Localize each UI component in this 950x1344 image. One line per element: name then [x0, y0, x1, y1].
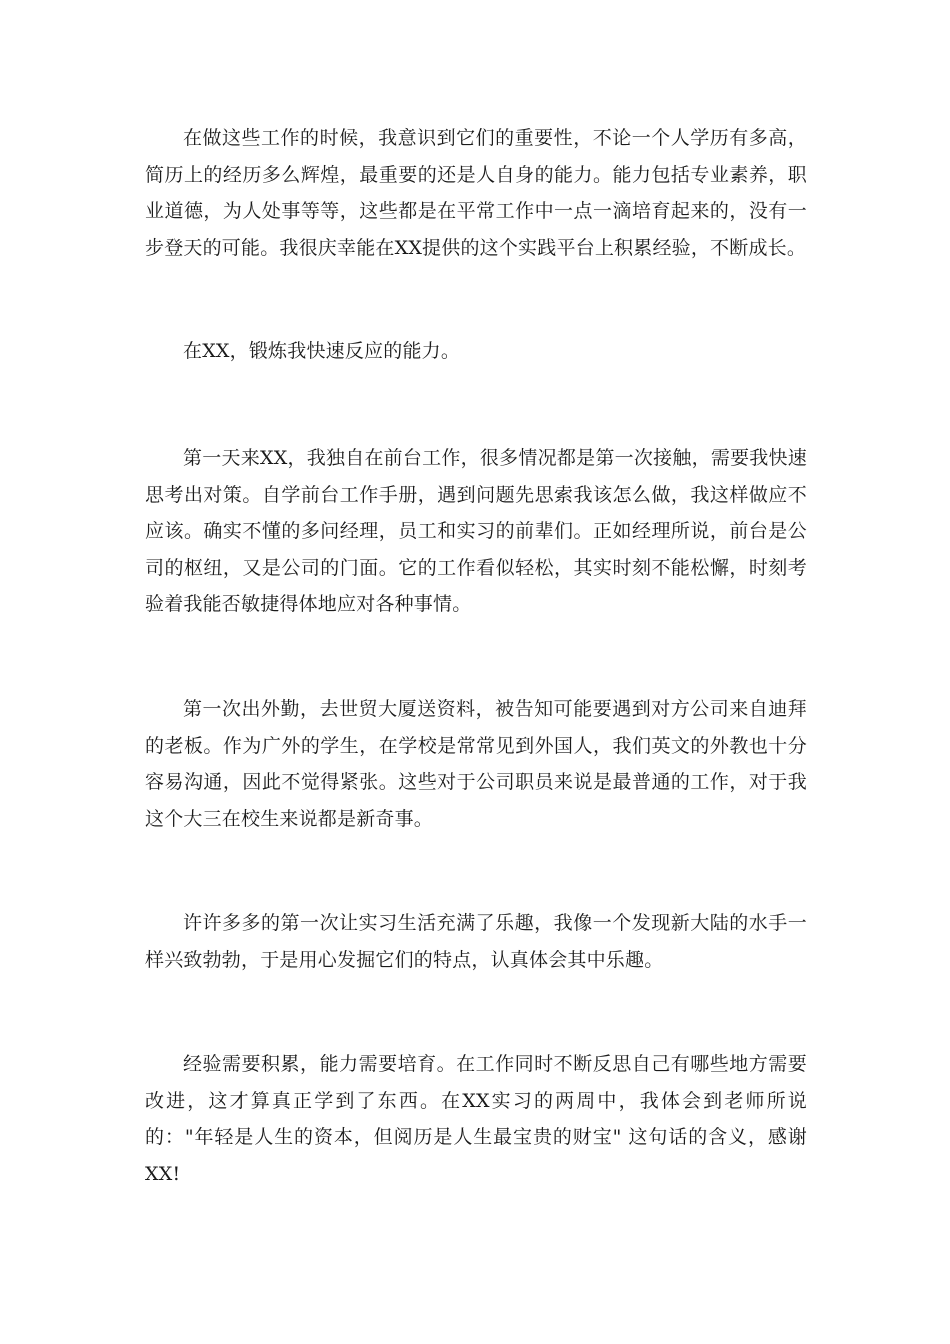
paragraph-1: 在做这些工作的时候，我意识到它们的重要性，不论一个人学历有多高，简历上的经历多么辉煌，最重要的还是人自身的能力。能力包括专业素养，职业道德，为人处事等等，这些都是在平常工作中一点一滴培育起来的，没有一步登天的可能。我很庆幸能在XX提供的这个实践平台上积累经验，不断成长。 — [145, 127, 807, 259]
paragraph-3: 第一天来XX，我独自在前台工作，很多情况都是第一次接触，需要我快速思考出对策。自学前台工作手册，遇到问题先思索我该怎么做，我这样做应不应该。确实不懂的多问经理，员工和实习的前辈们。正如经理所说，前台是公司的枢纽，又是公司的门面。它的工作看似轻松，其实时刻不能松懈，时刻考验着我能否敏捷得体地应对各种事情。 — [145, 447, 807, 615]
paragraph-5: 许许多多的第一次让实习生活充满了乐趣，我像一个发现新大陆的水手一样兴致勃勃，于是用心发掘它们的特点，认真体会其中乐趣。 — [145, 912, 807, 971]
paragraph-2: 在XX，锻炼我快速反应的能力。 — [183, 340, 461, 362]
paragraph-4: 第一次出外勤，去世贸大厦送资料，被告知可能要遇到对方公司来自迪拜的老板。作为广外的学生，在学校是常常见到外国人，我们英文的外教也十分容易沟通，因此不觉得紧张。这些对于公司职员来说是最普通的工作，对于我这个大三在校生来说都是新奇事。 — [145, 698, 807, 830]
paragraph-6: 经验需要积累，能力需要培育。在工作同时不断反思自己有哪些地方需要改进，这才算真正学到了东西。在XX实习的两周中，我体会到老师所说的："年轻是人生的资本，但阅历是人生最宝贵的财宝" 这句话的含义，感谢XX! — [145, 1053, 807, 1185]
